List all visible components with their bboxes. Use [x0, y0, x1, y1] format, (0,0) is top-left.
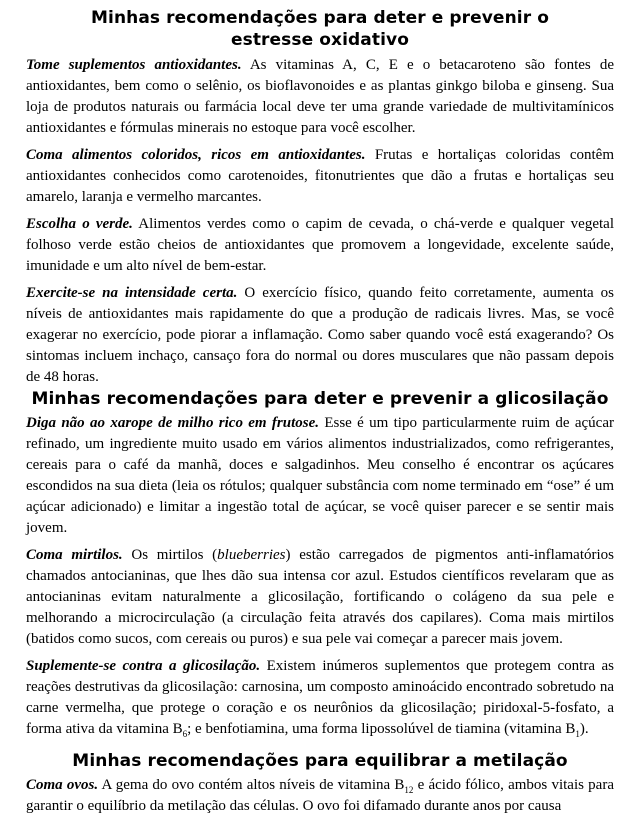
paragraph-lead: Tome suplementos antioxidantes.: [26, 57, 242, 73]
paragraph: [26, 283, 614, 388]
paragraph-text: ).: [579, 721, 589, 737]
section-title: Minhas recomendações para equilibrar a metilação: [72, 751, 568, 771]
section-oxidative-stress: [26, 7, 614, 388]
paragraph-text: Alimentos verdes como o capim de cevada, o chá-verde e qualquer vegetal folhoso verde estão cheios de antioxidantes que promovem a longevidade, excelente saúde, imunidade e um alto nível de bem-estar.: [26, 216, 614, 274]
section-glycation: [26, 413, 614, 740]
paragraph: [26, 775, 614, 817]
paragraph-lead: Exercite-se na intensidade certa.: [26, 285, 238, 301]
paragraph-italic: blueberries: [217, 547, 286, 563]
section-title: Minhas recomendações para deter e prevenir o estresse oxidativo: [91, 8, 549, 50]
paragraph: [26, 214, 614, 277]
paragraph-text: Existem inúmeros suplementos que protegem contra as reações destrutivas da glicosilação: carnosina, um composto aminoácido encontrado sobretudo na carne vermelha, que protege o coração e os neurônios da glicosilação; piridoxal-5-fosfato, a forma ativa da vitamina B: [26, 658, 614, 737]
subscript: 12: [404, 785, 414, 795]
paragraph-text: O exercício físico, quando feito corretamente, aumenta os níveis de antioxidantes mais rapidamente do que a produção de radicais livres. Mas, se você exagerar no exercício, pode piorar a inflamação. Como saber quando você está exagerando? Os sintomas incluem inchaço, cansaço fora do normal ou dores musculares que não passam depois de 48 horas.: [26, 285, 614, 385]
paragraph-text: A gema do ovo contém altos níveis de vitamina B: [98, 777, 405, 793]
paragraph-lead: Coma alimentos coloridos, ricos em antioxidantes.: [26, 147, 366, 163]
paragraph: [26, 545, 614, 650]
paragraph-lead: Escolha o verde.: [26, 216, 133, 232]
subscript: 1: [575, 729, 580, 739]
paragraph-lead: Suplemente-se contra a glicosilação.: [26, 658, 261, 674]
paragraph-text: ) estão carregados de pigmentos anti-inflamatórios chamados antocianinas, que lhes dão sua intensa cor azul. Estudos científicos revelaram que as antocianinas evitam naturalmente a glicosilação, fortificando o colágeno da sua pele e melhorando a microcirculação (a circulação feita através dos capilares). Coma mais mirtilos (batidos como sucos, com cereais ou puros) e sua pele vai começar a parecer mais jovem.: [26, 547, 614, 647]
paragraph-lead: Coma ovos.: [26, 777, 99, 793]
paragraph-text: Frutas e hortaliças coloridas contêm antioxidantes conhecidos como carotenoides, fitonutrientes que dão a frutas e hortaliças seu amarelo, laranja e vermelho marcantes.: [26, 147, 614, 205]
paragraph-lead: Diga não ao xarope de milho rico em frutose.: [26, 415, 320, 431]
subscript: 6: [182, 729, 188, 739]
paragraph: [26, 413, 614, 539]
paragraph-text: ; e benfotiamina, uma forma lipossolúvel de tiamina (vitamina B: [187, 721, 576, 737]
paragraph: [26, 656, 614, 740]
paragraph: [26, 55, 614, 139]
section-methylation: [26, 775, 614, 817]
paragraph: [26, 145, 614, 208]
paragraph-lead: Coma mirtilos.: [26, 547, 123, 563]
paragraph-text: Esse é um tipo particularmente ruim de açúcar refinado, um ingrediente muito usado em vários alimentos industrializados, como refrigerantes, cereais para o café da manhã, doces e salgadinhos. Meu conselho é encontrar os açúcares escondidos na sua dieta (leia os rótulos; qualquer substância com nome terminado em “ose” é um açúcar adicionado) e limitar a ingestão total de açúcar, se você quiser parecer e se sentir mais jovem.: [26, 415, 614, 536]
paragraph-text: Os mirtilos (: [122, 547, 218, 563]
paragraph-text: As vitaminas A, C, E e o betacaroteno são fontes de antioxidantes, bem como o selênio, os bioflavonoides e as plantas ginkgo biloba e ginseng. Sua loja de produtos naturais ou farmácia local deve ter uma grande variedade de multivitamínicos antioxidantes e fórmulas minerais no estoque para você escolher.: [26, 57, 614, 136]
section-title: Minhas recomendações para deter e prevenir a glicosilação: [31, 389, 609, 409]
paragraph-text: e ácido fólico, ambos vitais para garantir o equilíbrio da metilação das células. O ovo foi difamado durante anos por causa: [26, 777, 614, 814]
